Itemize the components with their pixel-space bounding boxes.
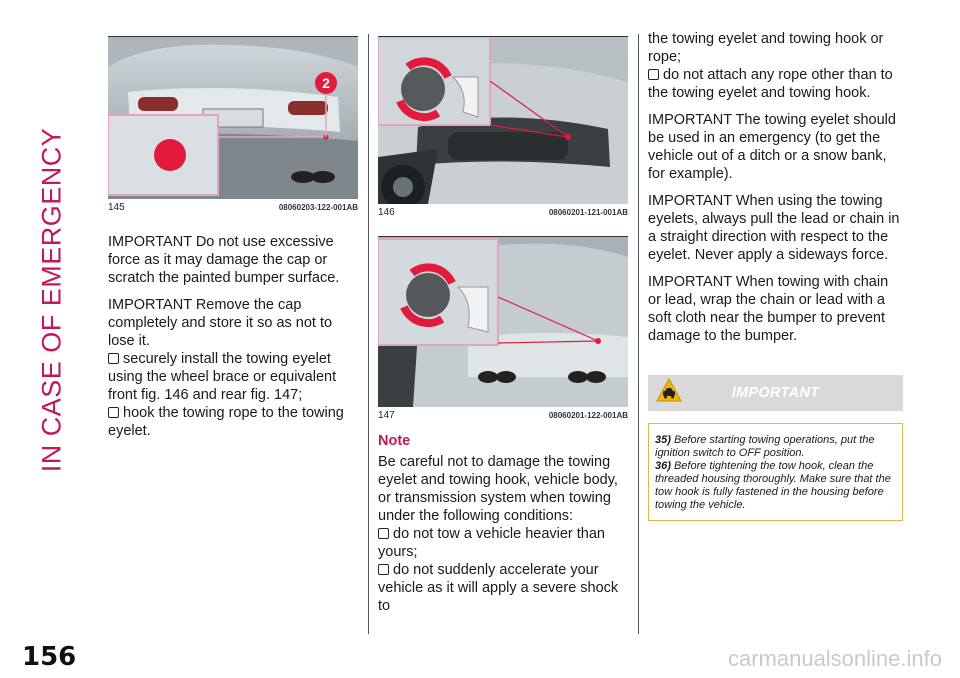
photo-rear-towing-eyelet (378, 237, 628, 407)
figure-number: 147 (378, 410, 395, 421)
figure-145 (108, 36, 358, 213)
column-divider (638, 34, 639, 634)
column-2 (378, 36, 628, 615)
column-divider (368, 34, 369, 634)
list-item: do not attach any rope other than to the towing eyelet and towing hook. (648, 67, 893, 101)
important-notes-box (648, 423, 903, 521)
warning-car-icon (656, 378, 682, 402)
bullet-box-icon (108, 353, 119, 364)
callout-number: 2 (322, 75, 330, 91)
column-3 (648, 30, 903, 521)
bullet-box-icon (108, 407, 119, 418)
photo-rear-bumper-cap (108, 37, 358, 199)
figure-code: 08060201-122-001AB (548, 411, 628, 420)
figure-146 (378, 36, 628, 218)
warning-note: 35) Before starting towing operations, put the ignition switch to OFF position. (655, 434, 875, 459)
bullet-box-icon (378, 528, 389, 539)
paragraph-continuation: the towing eyelet and towing hook or rope; (648, 31, 884, 65)
paragraph: IMPORTANT When using the towing eyelets, always pull the lead or chain in a straight direction with respect to the eyelet. Never apply a sideways force. (648, 193, 900, 263)
bullet-box-icon (378, 564, 389, 575)
figure-code: 08060201-121-001AB (548, 208, 628, 217)
paragraph: IMPORTANT Remove the cap completely and store it so as not to lose it. (108, 297, 333, 349)
bullet-box-icon (648, 69, 659, 80)
watermark: carmanualsonline.info (727, 646, 942, 671)
important-banner (648, 375, 903, 411)
important-title: IMPORTANT (731, 385, 820, 401)
list-item: hook the towing rope to the towing eyelet. (108, 405, 344, 439)
paragraph: IMPORTANT Do not use excessive force as it may damage the cap or scratch the painted bumper surface. (108, 234, 340, 286)
figure-code: 08060203-122-001AB (278, 203, 358, 212)
paragraph: IMPORTANT When towing with chain or lead, wrap the chain or lead with a soft cloth near the bumper to prevent damage to the bumper. (648, 274, 889, 344)
list-item: do not tow a vehicle heavier than yours; (378, 526, 605, 560)
list-item: securely install the towing eyelet using the wheel brace or equivalent front fig. 146 and rear fig. 147; (108, 351, 337, 403)
section-title-vertical: IN CASE OF EMERGENCY (36, 127, 67, 473)
column-1 (108, 36, 358, 440)
warning-note: 36) Before tightening the tow hook, clean the threaded housing thoroughly. Make sure that the tow hook is fully fastened in the housing before towing the vehicle. (655, 460, 891, 511)
paragraph: Be careful not to damage the towing eyelet and towing hook, vehicle body, or transmission system when towing under the following conditions: (378, 454, 618, 524)
page-number: 156 (22, 642, 77, 672)
figure-number: 146 (378, 207, 395, 218)
figure-number: 145 (108, 202, 125, 213)
photo-front-towing-eyelet (378, 37, 628, 204)
figure-147 (378, 236, 628, 421)
paragraph: IMPORTANT The towing eyelet should be used in an emergency (to get the vehicle out of a ditch or a snow bank, for example). (648, 112, 896, 182)
note-heading: Note (378, 433, 411, 449)
list-item: do not suddenly accelerate your vehicle as it will apply a severe shock to (378, 562, 619, 614)
